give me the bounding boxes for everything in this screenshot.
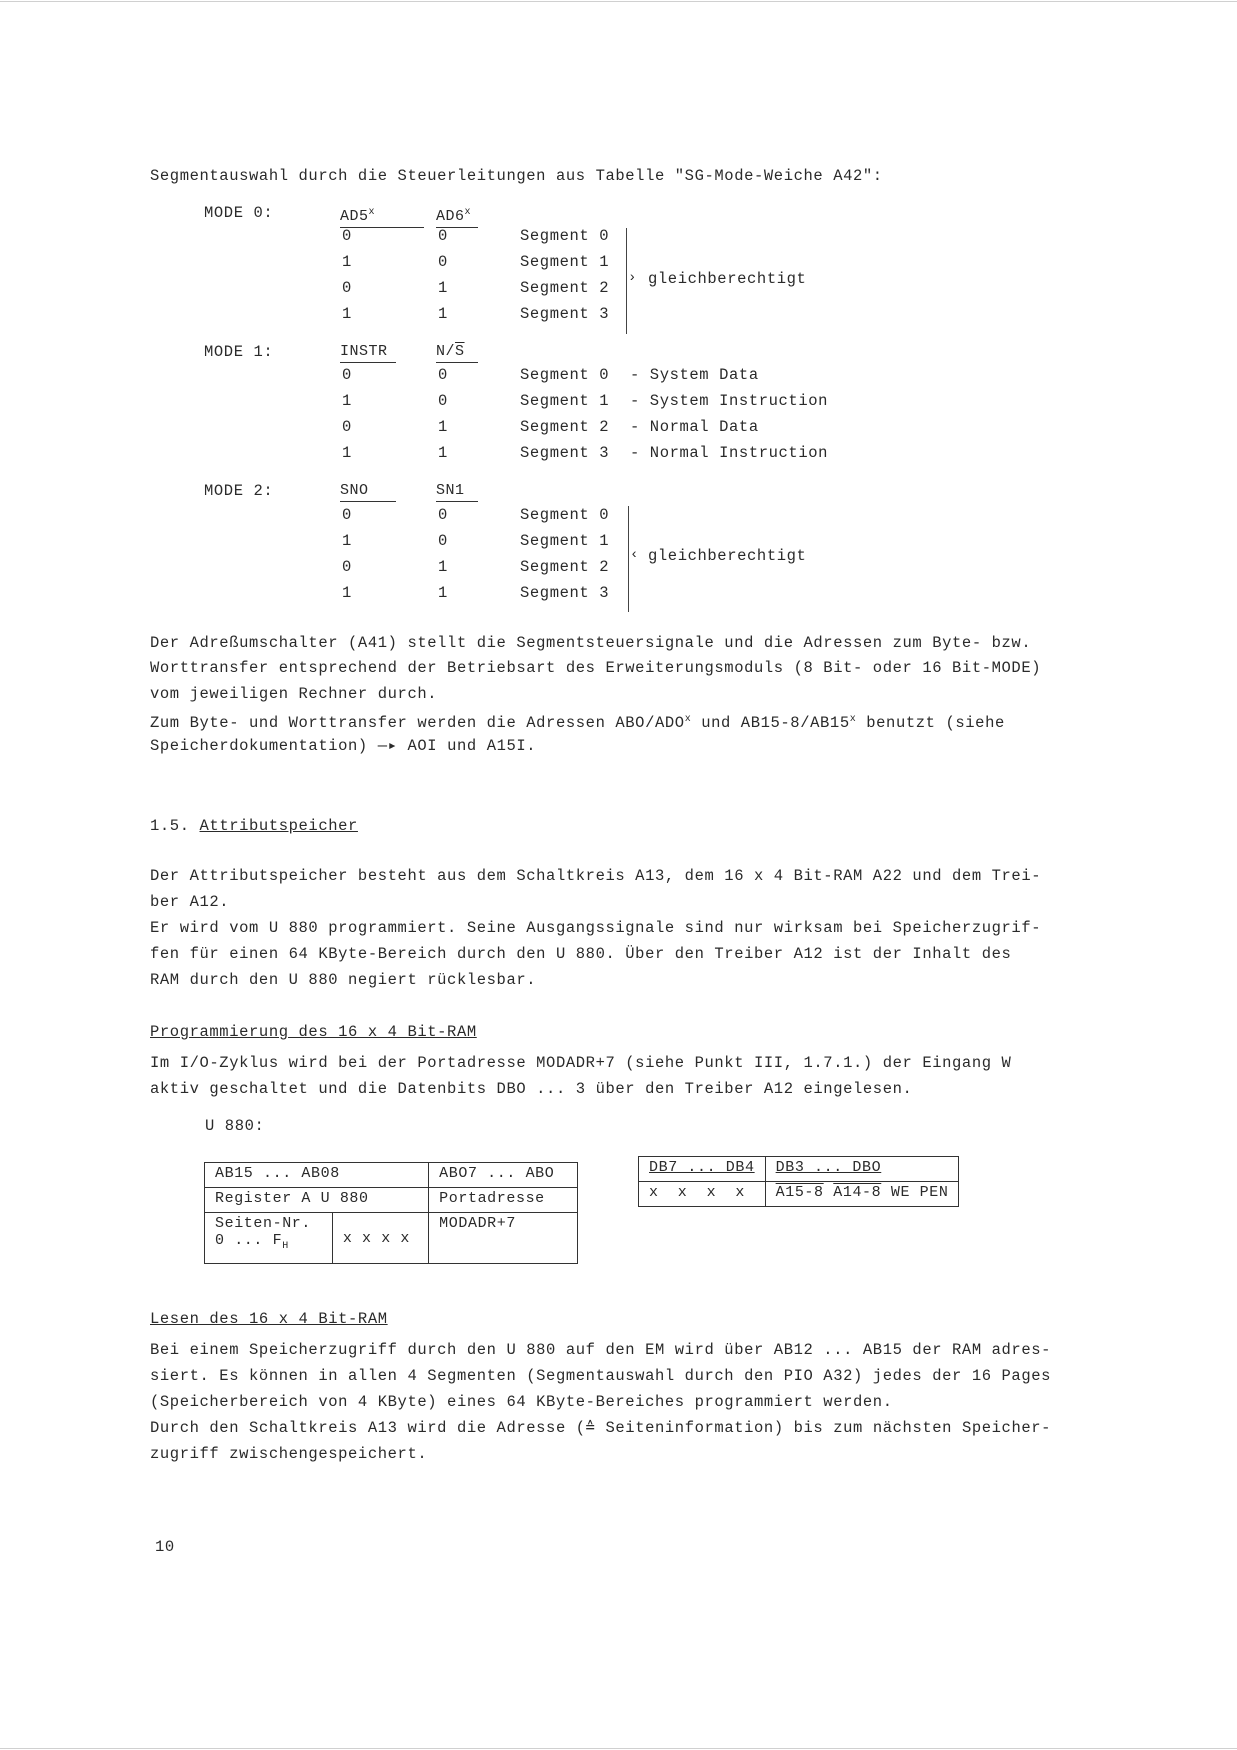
bit-value: 0: [342, 558, 352, 576]
text-line: aktiv geschaltet und die Datenbits DBO ... 3 über den Treiber A12 eingelesen.: [150, 1080, 913, 1098]
scan-top-edge: [0, 1, 1237, 2]
bit-value: 0: [438, 506, 448, 524]
bit-value: 1: [342, 253, 352, 271]
subheading-programming: Programmierung des 16 x 4 Bit-RAM: [150, 1023, 477, 1041]
bit-value: 0: [438, 227, 448, 245]
segment-label: Segment 3: [520, 584, 610, 602]
bit-value: 1: [438, 279, 448, 297]
bit-value: 1: [342, 392, 352, 410]
column-header-1: SNO: [340, 481, 396, 502]
segment-label: Segment 3: [520, 305, 610, 323]
bit-value: 1: [438, 558, 448, 576]
segment-label: Segment 0: [520, 366, 610, 384]
address-bus-table: [204, 1162, 578, 1264]
group-note: gleichberechtigt: [648, 270, 807, 288]
table-cell: Register A U 880: [205, 1188, 429, 1213]
segment-label: Segment 3: [520, 444, 610, 462]
segment-label: Segment 1: [520, 392, 610, 410]
bit-value: 1: [438, 444, 448, 462]
bit-value: 0: [342, 506, 352, 524]
subheading-reading: Lesen des 16 x 4 Bit-RAM: [150, 1310, 388, 1328]
text-line: Durch den Schaltkreis A13 wird die Adresse (≙ Seiteninformation) bis zum nächsten Speicher-: [150, 1419, 1052, 1437]
bit-value: 1: [342, 532, 352, 550]
bit-value: 0: [438, 366, 448, 384]
bit-value: 1: [438, 418, 448, 436]
table-cell: A15-8 A14-8 WE PEN: [765, 1182, 959, 1207]
column-header-1: AD5$^x$: [340, 203, 424, 228]
bit-value: 0: [342, 418, 352, 436]
text-line: (Speicherbereich von 4 KByte) eines 64 KByte-Bereiches programmiert werden.: [150, 1393, 893, 1411]
text-line: fen für einen 64 KByte-Bereich durch den U 880. Über den Treiber A12 ist der Inhalt des: [150, 945, 1012, 963]
text-line: siert. Es können in allen 4 Segmenten (Segmentauswahl durch den PIO A32) jedes der 16 Pages: [150, 1367, 1052, 1385]
grouping-brace: [618, 228, 627, 334]
bit-value: 0: [342, 227, 352, 245]
segment-label: Segment 2: [520, 558, 610, 576]
segment-description: - Normal Instruction: [630, 444, 829, 462]
segment-label: Segment 0: [520, 506, 610, 524]
table-cell: x x x x: [639, 1182, 766, 1207]
table-cell: AB15 ... AB08: [205, 1163, 429, 1188]
text-line: Der Adreßumschalter (A41) stellt die Segmentsteuersignale und die Adressen zum Byte- bzw.: [150, 634, 1032, 652]
arrow-icon: —▸: [367, 737, 408, 755]
text-line: RAM durch den U 880 negiert rücklesbar.: [150, 971, 537, 989]
column-header-2: SN1: [436, 481, 478, 502]
grouping-brace: [620, 506, 629, 612]
data-bus-table: [638, 1156, 959, 1207]
brace-tip: ‹: [630, 547, 639, 563]
segment-label: Segment 2: [520, 418, 610, 436]
bit-value: 0: [438, 253, 448, 271]
text-line: Speicherdokumentation) —▸ AOI und A15I.: [150, 737, 537, 755]
segment-description: - Normal Data: [630, 418, 759, 436]
column-header-1: INSTR: [340, 342, 396, 363]
text-line: Er wird vom U 880 programmiert. Seine Ausgangssignale sind nur wirksam bei Speicherzugrif-: [150, 919, 1042, 937]
segment-description: - System Data: [630, 366, 759, 384]
bit-value: 0: [438, 392, 448, 410]
intro-line: Segmentauswahl durch die Steuerleitungen aus Tabelle "SG-Mode-Weiche A42":: [150, 167, 883, 185]
table-cell: MODADR+7: [429, 1213, 578, 1264]
bit-value: 0: [342, 366, 352, 384]
segment-label: Segment 1: [520, 253, 610, 271]
bit-value: 1: [342, 305, 352, 323]
u880-label: U 880:: [205, 1117, 265, 1135]
column-header-2: $N/\overline{S}$: [436, 342, 478, 363]
table-cell: Seiten-Nr. 0 ... $F_H$: [205, 1213, 333, 1264]
bit-value: 1: [438, 584, 448, 602]
segment-label: Segment 2: [520, 279, 610, 297]
text-line: Im I/O-Zyklus wird bei der Portadresse MODADR+7 (siehe Punkt III, 1.7.1.) der Eingang W: [150, 1054, 1012, 1072]
bit-value: 1: [342, 444, 352, 462]
text-line: Bei einem Speicherzugriff durch den U 880 auf den EM wird über AB12 ... AB15 der RAM adres-: [150, 1341, 1052, 1359]
mode-label: MODE 0:: [204, 204, 274, 222]
mode-label: MODE 1:: [204, 343, 274, 361]
text-line: vom jeweiligen Rechner durch.: [150, 685, 438, 703]
table-cell: DB3 ... DBO: [765, 1157, 959, 1182]
bit-value: 0: [342, 279, 352, 297]
text-line: zugriff zwischengespeichert.: [150, 1445, 428, 1463]
segment-label: Segment 1: [520, 532, 610, 550]
segment-label: Segment 0: [520, 227, 610, 245]
segment-description: - System Instruction: [630, 392, 829, 410]
group-note: gleichberechtigt: [648, 547, 807, 565]
bit-value: 1: [342, 584, 352, 602]
scan-bottom-edge: [0, 1748, 1237, 1749]
table-cell: x x x x: [332, 1213, 428, 1264]
text-line: ber A12.: [150, 893, 230, 911]
table-cell: ABO7 ... ABO: [429, 1163, 578, 1188]
table-cell: DB7 ... DB4: [639, 1157, 766, 1182]
table-cell: Portadresse: [429, 1188, 578, 1213]
text-line: Zum Byte- und Worttransfer werden die Adressen ABO/ADO$^x$ und AB15-8/AB15$^x$ benutzt (siehe: [150, 714, 1005, 732]
bit-value: 1: [438, 305, 448, 323]
bit-value: 0: [438, 532, 448, 550]
text-line: Worttransfer entsprechend der Betriebsart des Erweiterungsmoduls (8 Bit- oder 16 Bit-MODE): [150, 659, 1042, 677]
section-heading: 1.5. Attributspeicher: [150, 817, 358, 835]
brace-tip: ›: [628, 270, 637, 286]
page-number: 10: [155, 1538, 175, 1556]
mode-label: MODE 2:: [204, 482, 274, 500]
text-line: Der Attributspeicher besteht aus dem Schaltkreis A13, dem 16 x 4 Bit-RAM A22 und dem Trei-: [150, 867, 1042, 885]
column-header-2: AD6$^x$: [436, 203, 478, 228]
